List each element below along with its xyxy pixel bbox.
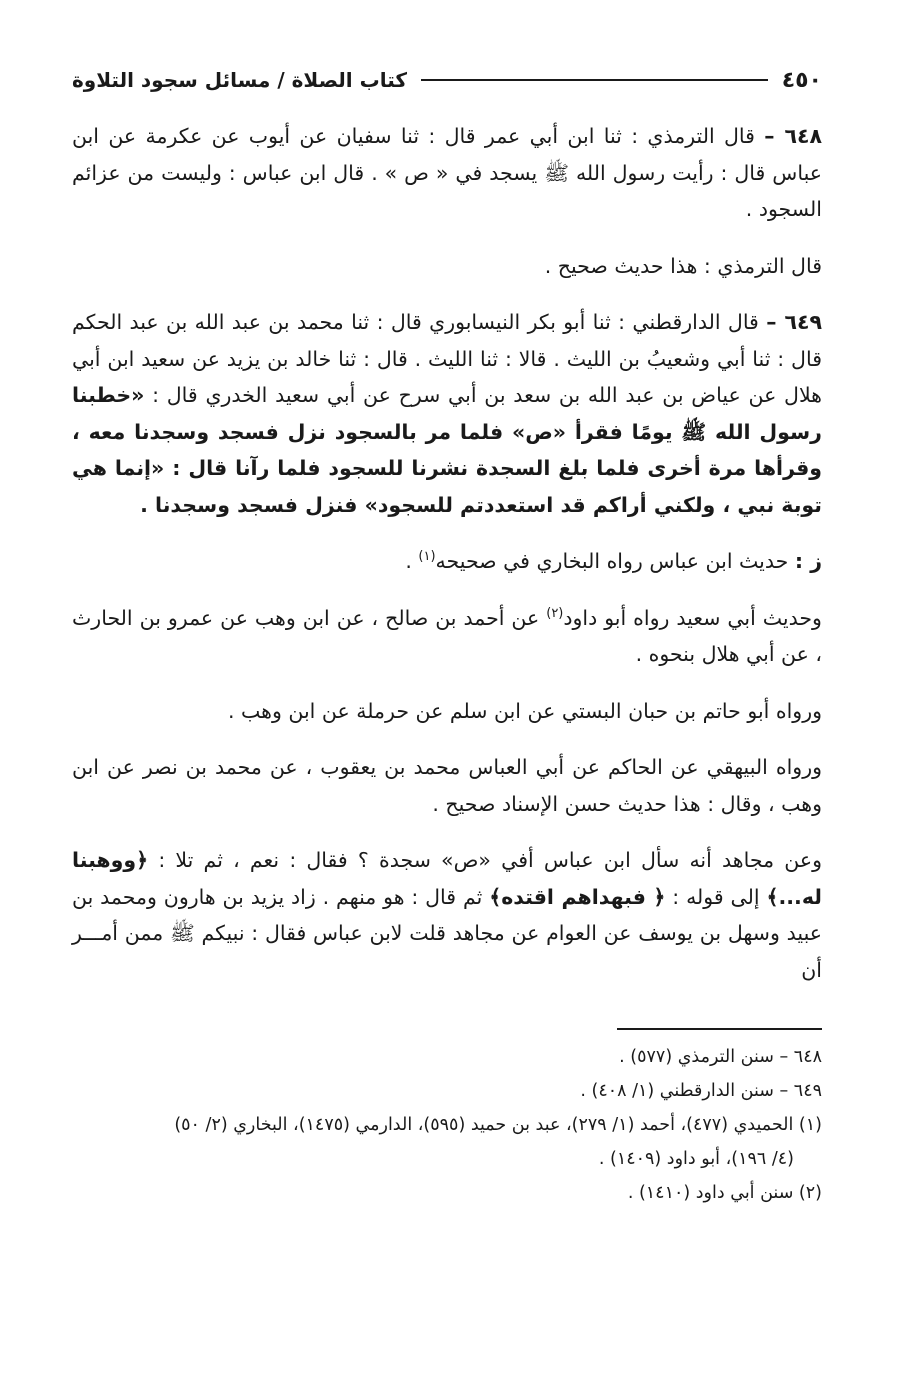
- zay-label: ز :: [794, 549, 822, 573]
- paragraph-hadith-649: [72, 304, 822, 523]
- hadith-number: ٦٤٨ –: [764, 124, 822, 148]
- paragraph-text: وعن مجاهد أنه سأل ابن عباس أفي «ص» سجدة ؟ فقال : نعم ، ثم تلا :: [158, 848, 822, 872]
- hadith-quote: «خطبنا رسول الله ﷺ يومًا فقرأ «ص» فلما مر بالسجود نزل فسجد وسجدنا معه ، وقرأها مرة أخرى فلما بلغ السجدة نشرنا للسجود فلما رآنا قال : «إنما هي توبة نبي ، ولكني أراكم قد استعددتم للسجود» فنزل فسجد وسجدنا .: [72, 383, 822, 517]
- footnote-item: (٢) سنن أبي داود (١٤١٠) .: [627, 1183, 822, 1203]
- footnotes: [72, 1040, 822, 1210]
- footnote-ref-2: (٢): [546, 605, 564, 621]
- paragraph-text: ورواه البيهقي عن الحاكم عن أبي العباس محمد بن يعقوب ، عن محمد بن نصر عن ابن وهب ، وقال : هذا حديث حسن الإسناد صحيح .: [72, 755, 822, 816]
- paragraph-text: ثم قال : هو منهم . زاد يزيد بن هارون ومحمد بن عبيد وسهل بن يوسف عن العوام عن مجاهد قلت لابن عباس فقال : نبيكم ﷺ ممن أمـــر أن: [72, 884, 822, 982]
- footnote-ref-1: (١): [418, 549, 436, 565]
- page-number: ٤٥٠: [781, 67, 822, 93]
- document-page: [72, 60, 822, 1210]
- paragraph-text: حديث ابن عباس رواه البخاري في صحيحه: [435, 549, 789, 573]
- paragraph-text: قال الترمذي : هذا حديث صحيح .: [544, 253, 822, 278]
- quran-quote: ﴿ فبهداهم اقتده﴾: [489, 884, 666, 909]
- footnote-item: ٦٤٨ – سنن الترمذي (٥٧٧) .: [619, 1047, 822, 1067]
- paragraph-mujahid: [72, 842, 822, 988]
- paragraph-text: قال الدارقطني : ثنا أبو بكر النيسابوري قال : ثنا محمد بن عبد الله بن عبد الحكم قال : ثنا أبي وشعيبُ بن الليث . قالا : ثنا الليث . قال : ثنا خالد بن يزيد عن سعيد ابن أبي هلال عن عياض بن عبد الله بن سعد بن أبي سرح عن أبي سعيد الخدري قال :: [72, 310, 822, 407]
- quran-quote: ﴿ووهبنا له...﴾: [72, 848, 822, 909]
- paragraph-text: وحديث أبي سعيد رواه أبو داود: [563, 605, 822, 630]
- footnote-item-continued: (٤/ ١٩٦)، أبو داود (١٤٠٩) .: [598, 1149, 794, 1169]
- footnote-rule: [617, 1028, 822, 1030]
- paragraph-ibn-hibban: [72, 693, 822, 730]
- paragraph-text: إلى قوله :: [672, 884, 760, 909]
- paragraph-bayhaqi: [72, 749, 822, 822]
- paragraph-zawaid: [72, 543, 822, 580]
- footnote-item: (١) الحميدي (٤٧٧)، أحمد (١/ ٢٧٩)، عبد بن حميد (٥٩٥)، الدارمي (١٤٧٥)، البخاري (٢/ ٥٠): [174, 1115, 822, 1135]
- paragraph-end: .: [405, 549, 412, 573]
- page-header: [72, 60, 822, 100]
- footnote-item: ٦٤٩ – سنن الدارقطني (١/ ٤٠٨) .: [580, 1081, 822, 1101]
- paragraph-text: ورواه أبو حاتم بن حبان البستي عن ابن سلم عن حرملة عن ابن وهب .: [227, 698, 822, 723]
- hadith-number: ٦٤٩ –: [766, 310, 822, 334]
- header-rule: [421, 79, 768, 81]
- running-title: كتاب الصلاة / مسائل سجود التلاوة: [72, 68, 408, 92]
- paragraph-abu-saeed: [72, 600, 822, 673]
- paragraph-text: قال الترمذي : ثنا ابن أبي عمر قال : ثنا سفيان عن أيوب عن عكرمة عن ابن عباس قال : رأيت رسول الله ﷺ يسجد في « ص » . قال ابن عباس : وليست من عزائم السجود .: [72, 124, 822, 221]
- paragraph-text: عن أحمد بن صالح ، عن ابن وهب عن عمرو بن الحارث ، عن أبي هلال بنحوه .: [72, 605, 822, 666]
- main-text: [72, 118, 822, 988]
- paragraph-hadith-648: [72, 118, 822, 228]
- paragraph-tirmidhi-grading: [72, 248, 822, 285]
